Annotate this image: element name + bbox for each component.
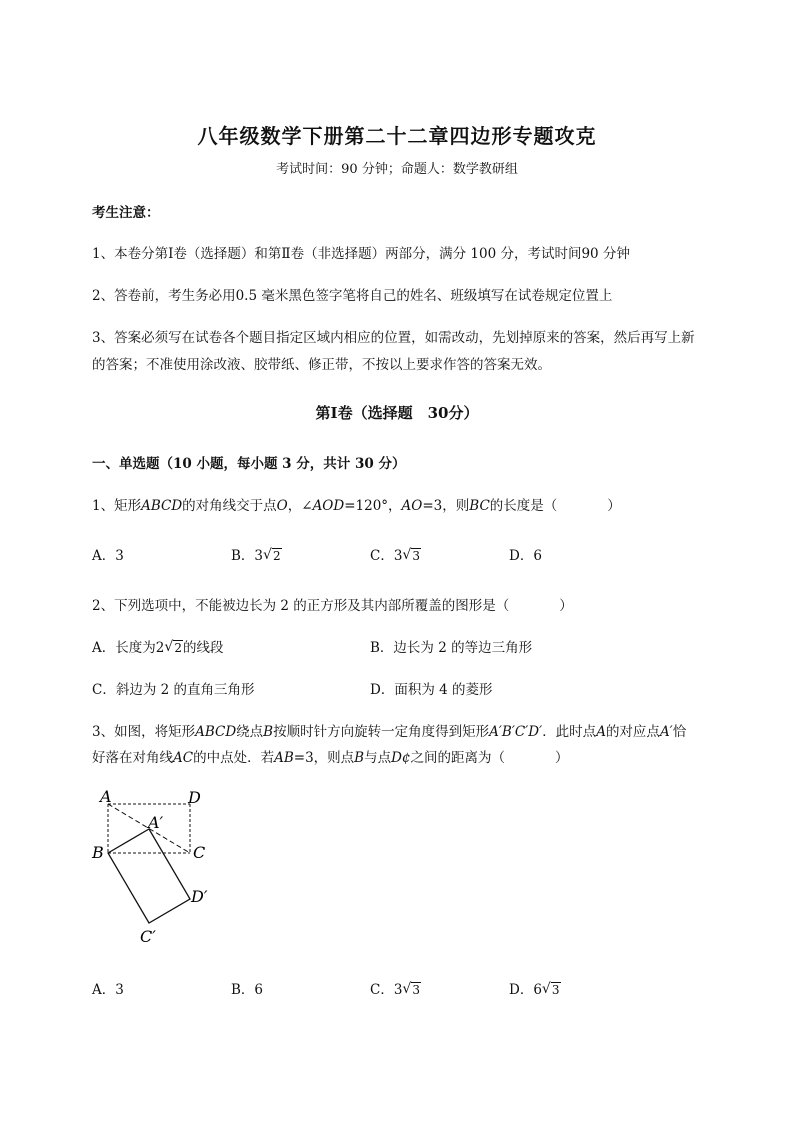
q1-option-b-label: B．3 xyxy=(231,548,264,564)
q3-var: AC xyxy=(173,750,194,766)
q3-text: ．此时点 xyxy=(542,724,597,740)
q1-option-b[interactable] xyxy=(231,544,282,564)
q1-option-c-label: C．3 xyxy=(370,548,403,564)
q1-option-a[interactable]: A．3 xyxy=(92,548,124,564)
question-2 xyxy=(92,594,573,614)
question-3-line-2 xyxy=(92,746,569,766)
q1-text: ，∠ xyxy=(287,498,313,514)
q1-option-c[interactable] xyxy=(370,544,421,564)
q1-text: 的长度是（ xyxy=(489,498,558,514)
q3-var: A′B′C′D′ xyxy=(489,724,543,740)
question-1 xyxy=(92,494,621,514)
q1-var: BC xyxy=(469,498,490,514)
q3-text: 绕点 xyxy=(236,724,264,740)
q3-option-d[interactable] xyxy=(509,978,561,998)
q3-var: ABCD xyxy=(195,724,237,740)
q3-text: 与点 xyxy=(364,750,392,766)
q1-option-c-radicand: 3 xyxy=(412,549,421,563)
q3-option-b[interactable]: B．6 xyxy=(231,982,264,998)
notice-item-3: 3、答案必须写在试卷各个题目指定区域内相应的位置，如需改动，先划掉原来的答案，然后再写上新 xyxy=(92,330,695,346)
label-a-prime: A′ xyxy=(148,813,164,832)
q3-text: 恰 xyxy=(672,724,687,740)
q3-var: D¢ xyxy=(391,750,411,766)
q3-text: 按顺时针方向旋转一定角度得到矩形 xyxy=(273,724,490,740)
q2-option-a-post: 的线段 xyxy=(182,640,224,656)
page-title: 八年级数学下册第二十二章四边形专题攻克 xyxy=(197,124,597,148)
q3-option-c[interactable] xyxy=(370,978,421,998)
q1-text: =3，则 xyxy=(422,498,470,514)
label-b: B xyxy=(92,843,104,862)
q3-text: 3、如图，将矩形 xyxy=(92,724,196,740)
q3-figure xyxy=(86,782,226,952)
q3-text: 之间的距离为（ xyxy=(410,750,506,766)
q1-var: AO xyxy=(401,498,423,514)
q1-option-d[interactable]: D．6 xyxy=(509,548,542,564)
notice-item-2: 2、答卷前，考生务必用0.5 毫米黑色签字笔将自己的姓名、班级填写在试卷规定位置上 xyxy=(92,288,613,304)
label-a: A xyxy=(100,787,112,806)
q2-option-b[interactable]: B．边长为 2 的等边三角形 xyxy=(370,640,533,656)
q2-end: ） xyxy=(559,598,573,614)
q3-option-d-label: D．6 xyxy=(509,982,542,998)
label-d: D xyxy=(188,788,201,807)
label-d-prime: D′ xyxy=(191,887,208,906)
q1-var: O xyxy=(276,498,288,514)
q3-text: =3，则点 xyxy=(293,750,355,766)
q3-text: 好落在对角线 xyxy=(92,750,173,766)
q1-var: AOD xyxy=(312,498,345,514)
rotated-rectangle xyxy=(108,829,190,923)
q3-option-d-radicand: 3 xyxy=(551,983,560,997)
q1-text: ） xyxy=(607,498,621,514)
q1-option-b-radicand: 2 xyxy=(273,549,281,563)
q3-text: ） xyxy=(555,750,569,766)
q3-option-a[interactable]: A．3 xyxy=(92,982,124,998)
q2-option-d[interactable]: D．面积为 4 的菱形 xyxy=(370,682,493,698)
q3-var: A xyxy=(596,724,606,740)
q3-text: 的对应点 xyxy=(605,724,660,740)
q2-option-a[interactable] xyxy=(92,636,223,656)
part-heading: 一、单选题（10 小题，每小题 3 分，共计 30 分） xyxy=(92,456,406,472)
q2-option-a-radicand: 2 xyxy=(174,641,182,655)
q1-text: =120°， xyxy=(344,498,402,514)
q3-var: A′ xyxy=(659,724,673,740)
notice-item-1: 1、本卷分第Ⅰ卷（选择题）和第Ⅱ卷（非选择题）两部分，满分 100 分，考试时间90 分钟 xyxy=(92,246,630,262)
label-c-prime: C′ xyxy=(140,927,156,946)
q2-stem: 2、下列选项中，不能被边长为 2 的正方形及其内部所覆盖的图形是（ xyxy=(92,598,510,614)
q3-option-c-label: C．3 xyxy=(370,982,403,998)
q2-option-a-pre: A．长度为2 xyxy=(92,640,165,656)
q3-text: 的中点处．若 xyxy=(193,750,275,766)
label-c: C xyxy=(193,843,206,862)
q1-text: 1、矩形 xyxy=(92,498,142,514)
q1-text: 的对角线交于点 xyxy=(182,498,277,514)
q3-var: B xyxy=(354,750,365,766)
q3-var: B xyxy=(263,724,274,740)
q3-option-c-radicand: 3 xyxy=(412,983,421,997)
q3-var: AB xyxy=(274,750,294,766)
section-title: 第Ⅰ卷（选择题 30分） xyxy=(315,404,479,422)
notice-heading: 考生注意： xyxy=(92,205,160,221)
exam-subtitle: 考试时间：90 分钟；命题人：数学教研组 xyxy=(276,162,518,177)
question-3-line-1 xyxy=(92,720,686,740)
q1-var: ABCD xyxy=(141,498,183,514)
notice-item-3-cont: 的答案；不准使用涂改液、胶带纸、修正带，不按以上要求作答的答案无效。 xyxy=(92,357,551,373)
q2-option-c[interactable]: C．斜边为 2 的直角三角形 xyxy=(92,682,255,698)
